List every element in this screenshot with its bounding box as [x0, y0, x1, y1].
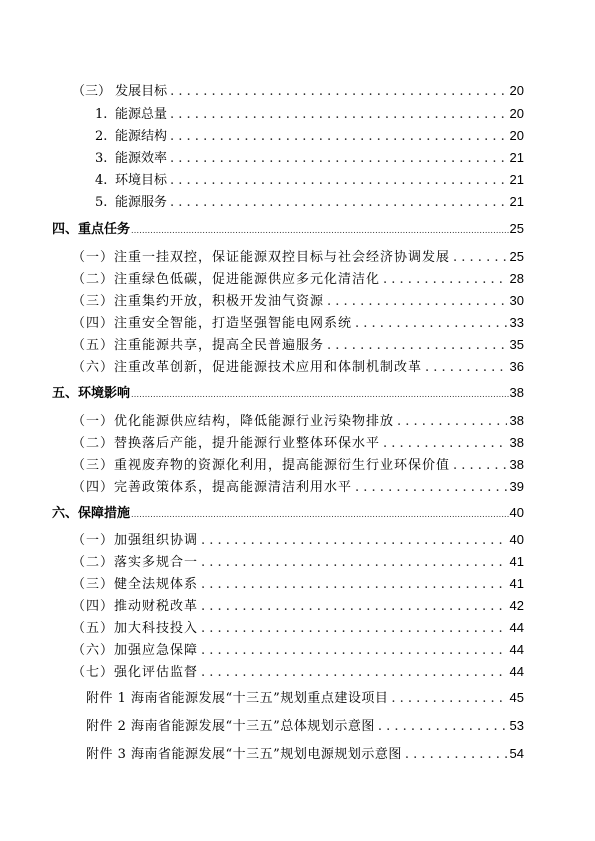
toc-entry-label: [72, 595, 198, 614]
toc-entry-label: [52, 502, 130, 521]
toc-entry-label: [72, 334, 324, 353]
toc-page-number: 21: [509, 150, 524, 165]
toc-entry-text: 六、保障措施: [52, 506, 131, 521]
toc-page-number: 36: [509, 359, 524, 374]
toc-entry-label: [72, 80, 167, 99]
toc-page-number: 44: [509, 664, 524, 679]
dot-leader: [383, 272, 507, 287]
toc-entry-text: （六）加强应急保障: [72, 643, 199, 658]
toc-entry-label: [72, 529, 198, 548]
toc-page-number: 38: [509, 457, 524, 472]
toc-entry[interactable]: [86, 715, 524, 734]
toc-entry-text: （三）健全法规体系: [72, 577, 199, 592]
toc-entry-text: （五）加大科技投入: [72, 621, 199, 636]
toc-entry-text: 能源效率: [115, 151, 168, 166]
toc-page-number: 42: [509, 598, 524, 613]
dot-leader: [170, 173, 507, 188]
dot-leader: [201, 643, 507, 658]
toc-entry-text: 四、重点任务: [52, 222, 131, 237]
toc-page-number: 25: [509, 221, 524, 236]
toc-entry[interactable]: [95, 103, 524, 122]
dot-leader: [327, 338, 507, 353]
toc-page-number: 39: [509, 479, 524, 494]
dot-leader: [170, 129, 507, 144]
toc-entry-number: 1.: [95, 107, 108, 122]
toc-entry-text: 附件 2 海南省能源发展“十三五”总体规划示意图: [86, 719, 375, 734]
dot-leader: [201, 533, 507, 548]
dot-leader: [453, 458, 507, 473]
toc-chapter-entry[interactable]: [52, 502, 524, 521]
toc-entry-number: 3.: [95, 151, 108, 166]
toc-page-number: 38: [509, 385, 524, 400]
toc-entry[interactable]: [72, 290, 524, 309]
toc-entry[interactable]: [72, 356, 524, 375]
toc-entry-label: [72, 476, 352, 495]
toc-page-number: 40: [509, 505, 524, 520]
toc-entry-text: （三）重视废弃物的资源化利用，提高能源衍生行业环保价值: [72, 458, 451, 473]
toc-page-number: 21: [509, 194, 524, 209]
dot-leader: [131, 386, 509, 401]
toc-entry[interactable]: [95, 169, 524, 188]
toc-entry-label: [72, 290, 324, 309]
toc-entry-text: （一）注重一挂双控，保证能源双控目标与社会经济协调发展: [72, 250, 451, 265]
toc-entry-label: [72, 312, 352, 331]
dot-leader: [201, 577, 507, 592]
toc-page-number: 21: [509, 172, 524, 187]
dot-leader: [170, 151, 507, 166]
toc-page-number: 54: [509, 746, 524, 761]
toc-entry[interactable]: [95, 125, 524, 144]
toc-entry[interactable]: [86, 743, 524, 762]
toc-entry[interactable]: [72, 246, 524, 265]
toc-entry[interactable]: [72, 454, 524, 473]
toc-entry-label: [72, 246, 450, 265]
toc-entry-label: [72, 410, 394, 429]
toc-page-number: 45: [509, 690, 524, 705]
dot-leader: [405, 747, 507, 762]
toc-entry-text: 能源服务: [115, 195, 168, 210]
toc-entry[interactable]: [72, 432, 524, 451]
toc-entry-text: （四）完善政策体系，提高能源清洁利用水平: [72, 480, 353, 495]
dot-leader: [378, 719, 507, 734]
toc-entry-text: （六）注重改革创新，促进能源技术应用和体制机制改革: [72, 360, 423, 375]
toc-entry-number: 5.: [95, 195, 108, 210]
toc-entry-text: （七）强化评估监督: [72, 665, 199, 680]
dot-leader: [425, 360, 507, 375]
toc-entry-label: [72, 661, 198, 680]
toc-entry-text: （五）注重能源共享，提高全民普遍服务: [72, 338, 325, 353]
toc-entry-text: 能源总量: [115, 107, 168, 122]
toc-entry[interactable]: [72, 80, 524, 99]
dot-leader: [391, 691, 506, 706]
toc-entry-text: （一）优化能源供应结构，降低能源行业污染物排放: [72, 414, 395, 429]
toc-entry[interactable]: [72, 312, 524, 331]
toc-entry-label: [95, 147, 167, 166]
toc-entry[interactable]: [72, 334, 524, 353]
toc-page-number: 44: [509, 620, 524, 635]
toc-entry-text: （三）注重集约开放，积极开发油气资源: [72, 294, 325, 309]
dot-leader: [355, 316, 507, 331]
toc-chapter-entry[interactable]: [52, 382, 524, 401]
toc-entry-number: 2.: [95, 129, 108, 144]
toc-entry[interactable]: [72, 476, 524, 495]
toc-entry-label: [72, 617, 198, 636]
toc-entry-text: 能源结构: [115, 129, 168, 144]
toc-entry-label: [86, 743, 402, 762]
toc-entry[interactable]: [72, 268, 524, 287]
toc-entry-label: [95, 103, 167, 122]
toc-page-number: 38: [509, 435, 524, 450]
toc-page-number: 53: [509, 718, 524, 733]
toc-entry-label: [72, 454, 450, 473]
toc-entry[interactable]: [95, 147, 524, 166]
toc-page-number: 20: [509, 106, 524, 121]
toc-entry-text: 附件 3 海南省能源发展“十三五”规划电源规划示意图: [86, 747, 402, 762]
toc-entry-text: （二）注重绿色低碳，促进能源供应多元化清洁化: [72, 272, 381, 287]
toc-entry[interactable]: [72, 595, 524, 614]
toc-entry-text: （四）推动财税改革: [72, 599, 199, 614]
dot-leader: [170, 195, 507, 210]
toc-page-number: 30: [509, 293, 524, 308]
toc-entry-text: （四）注重安全智能，打造坚强智能电网系统: [72, 316, 353, 331]
toc-entry[interactable]: [72, 410, 524, 429]
dot-leader: [201, 599, 507, 614]
toc-entry-text: 五、环境影响: [52, 386, 131, 401]
toc-entry-label: [95, 125, 167, 144]
toc-entry-text: （三） 发展目标: [72, 84, 168, 99]
toc-entry-text: （二）替换落后产能，提升能源行业整体环保水平: [72, 436, 381, 451]
toc-entry-text: （二）落实多规合一: [72, 555, 199, 570]
toc-entry-text: 环境目标: [115, 173, 168, 188]
toc-entry-label: [72, 268, 380, 287]
toc-entry-label: [72, 432, 380, 451]
dot-leader: [355, 480, 507, 495]
toc-entry-text: 附件 1 海南省能源发展“十三五”规划重点建设项目: [86, 691, 389, 706]
toc-page-number: 44: [509, 642, 524, 657]
toc-entry[interactable]: [72, 617, 524, 636]
toc-entry-label: [52, 382, 130, 401]
toc-entry-number: 4.: [95, 173, 108, 188]
toc-page-number: 38: [509, 413, 524, 428]
toc-entry-label: [72, 356, 422, 375]
toc-page-number: 20: [509, 83, 524, 98]
dot-leader: [397, 414, 507, 429]
toc-entry-label: [86, 715, 375, 734]
toc-entry-label: [86, 687, 388, 706]
dot-leader: [383, 436, 507, 451]
toc-page-number: 41: [509, 576, 524, 591]
toc-page-number: 25: [509, 249, 524, 264]
toc-entry-label: [72, 551, 198, 570]
toc-entry[interactable]: [72, 573, 524, 592]
toc-entry-text: （一）加强组织协调: [72, 533, 199, 548]
toc-entry[interactable]: [95, 191, 524, 210]
toc-page-number: 28: [509, 271, 524, 286]
toc-page-number: 35: [509, 337, 524, 352]
dot-leader: [131, 222, 509, 237]
toc-entry-label: [95, 169, 167, 188]
toc-page-number: 20: [509, 128, 524, 143]
dot-leader: [327, 294, 507, 309]
dot-leader: [453, 250, 507, 265]
toc-entry[interactable]: [72, 529, 524, 548]
toc-entry[interactable]: [72, 639, 524, 658]
toc-entry-label: [52, 218, 130, 237]
dot-leader: [131, 506, 509, 521]
toc-entry[interactable]: [72, 661, 524, 680]
toc-entry[interactable]: [72, 551, 524, 570]
toc-page-number: 40: [509, 532, 524, 547]
toc-entry-label: [95, 191, 167, 210]
toc-entry[interactable]: [86, 687, 524, 706]
toc-chapter-entry[interactable]: [52, 218, 524, 237]
dot-leader: [201, 621, 507, 636]
toc-entry-label: [72, 639, 198, 658]
dot-leader: [201, 555, 507, 570]
toc-entry-label: [72, 573, 198, 592]
dot-leader: [201, 665, 507, 680]
toc-page-number: 33: [509, 315, 524, 330]
dot-leader: [170, 107, 507, 122]
dot-leader: [170, 84, 506, 99]
toc-page-number: 41: [509, 554, 524, 569]
